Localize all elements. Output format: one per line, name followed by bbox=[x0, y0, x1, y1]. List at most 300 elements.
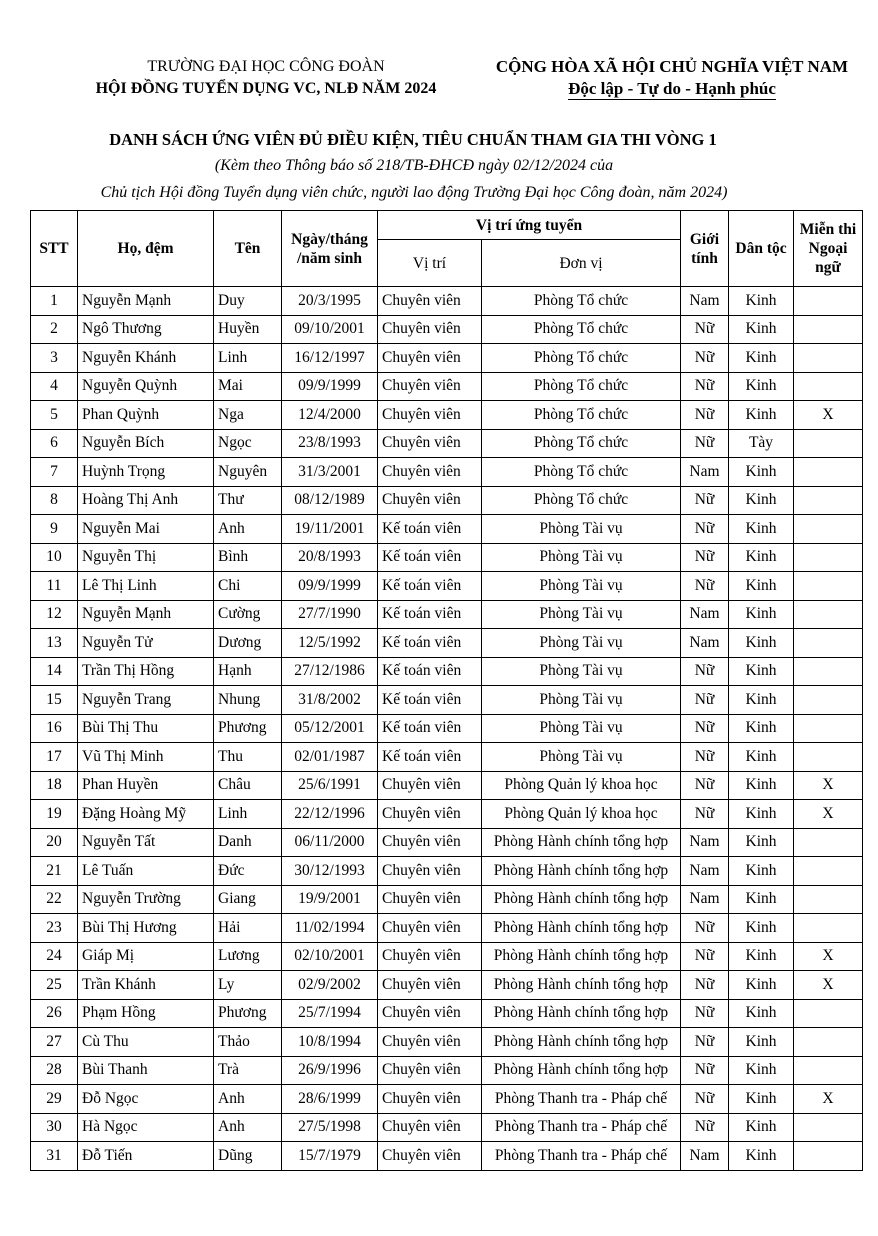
cell-stt: 18 bbox=[31, 771, 78, 800]
cell-don-vi: Phòng Thanh tra - Pháp chế bbox=[482, 1085, 681, 1114]
cell-ho-dem: Nguyễn Mai bbox=[78, 515, 214, 544]
cell-don-vi: Phòng Tổ chức bbox=[482, 486, 681, 515]
cell-dan-toc: Kinh bbox=[729, 914, 794, 943]
cell-dan-toc: Kinh bbox=[729, 743, 794, 772]
cell-dan-toc: Kinh bbox=[729, 828, 794, 857]
cell-mien-thi bbox=[794, 714, 863, 743]
cell-ten: Cường bbox=[214, 600, 282, 629]
cell-dan-toc: Kinh bbox=[729, 600, 794, 629]
cell-don-vi: Phòng Tài vụ bbox=[482, 714, 681, 743]
cell-ngay-sinh: 11/02/1994 bbox=[282, 914, 378, 943]
cell-gioi-tinh: Nữ bbox=[681, 999, 729, 1028]
table-row bbox=[31, 287, 863, 316]
cell-ngay-sinh: 28/6/1999 bbox=[282, 1085, 378, 1114]
cell-ten: Linh bbox=[214, 344, 282, 373]
header-vi-tri: Vị trí bbox=[378, 240, 482, 287]
table-row bbox=[31, 572, 863, 601]
cell-stt: 24 bbox=[31, 942, 78, 971]
cell-ten: Ly bbox=[214, 971, 282, 1000]
cell-gioi-tinh: Nữ bbox=[681, 1056, 729, 1085]
header-ngay-sinh: Ngày/tháng /năm sinh bbox=[282, 211, 378, 287]
candidate-rows bbox=[31, 287, 863, 1171]
cell-ngay-sinh: 20/8/1993 bbox=[282, 543, 378, 572]
cell-ngay-sinh: 02/10/2001 bbox=[282, 942, 378, 971]
header-gioi-tinh: Giới tính bbox=[681, 211, 729, 287]
cell-stt: 7 bbox=[31, 458, 78, 487]
header-vi-tri-ung-tuyen: Vị trí ứng tuyển bbox=[378, 211, 681, 240]
cell-ten: Lương bbox=[214, 942, 282, 971]
cell-ngay-sinh: 19/11/2001 bbox=[282, 515, 378, 544]
table-row bbox=[31, 543, 863, 572]
cell-don-vi: Phòng Tổ chức bbox=[482, 372, 681, 401]
cell-vi-tri: Chuyên viên bbox=[378, 1056, 482, 1085]
cell-ten: Ngọc bbox=[214, 429, 282, 458]
cell-stt: 5 bbox=[31, 401, 78, 430]
cell-ngay-sinh: 31/8/2002 bbox=[282, 686, 378, 715]
table-row bbox=[31, 714, 863, 743]
cell-vi-tri: Chuyên viên bbox=[378, 999, 482, 1028]
cell-don-vi: Phòng Tổ chức bbox=[482, 344, 681, 373]
cell-don-vi: Phòng Tài vụ bbox=[482, 629, 681, 658]
cell-vi-tri: Chuyên viên bbox=[378, 828, 482, 857]
cell-vi-tri: Kế toán viên bbox=[378, 657, 482, 686]
cell-vi-tri: Kế toán viên bbox=[378, 686, 482, 715]
cell-dan-toc: Kinh bbox=[729, 315, 794, 344]
cell-don-vi: Phòng Tài vụ bbox=[482, 515, 681, 544]
cell-vi-tri: Kế toán viên bbox=[378, 600, 482, 629]
cell-ten: Hải bbox=[214, 914, 282, 943]
cell-gioi-tinh: Nữ bbox=[681, 714, 729, 743]
cell-stt: 13 bbox=[31, 629, 78, 658]
cell-vi-tri: Kế toán viên bbox=[378, 714, 482, 743]
header-mien-thi-ngoai-ngu: Miễn thi Ngoại ngữ bbox=[794, 211, 863, 287]
cell-ngay-sinh: 05/12/2001 bbox=[282, 714, 378, 743]
cell-stt: 28 bbox=[31, 1056, 78, 1085]
cell-ho-dem: Nguyễn Tất bbox=[78, 828, 214, 857]
cell-gioi-tinh: Nữ bbox=[681, 771, 729, 800]
cell-don-vi: Phòng Tổ chức bbox=[482, 315, 681, 344]
cell-gioi-tinh: Nam bbox=[681, 857, 729, 886]
document-title: DANH SÁCH ỨNG VIÊN ĐỦ ĐIỀU KIỆN, TIÊU CHUẨN THAM GIA THI VÒNG 1 bbox=[109, 130, 717, 149]
cell-don-vi: Phòng Hành chính tổng hợp bbox=[482, 971, 681, 1000]
cell-ho-dem: Nguyễn Trang bbox=[78, 686, 214, 715]
cell-vi-tri: Chuyên viên bbox=[378, 1028, 482, 1057]
cell-ho-dem: Hà Ngọc bbox=[78, 1113, 214, 1142]
cell-vi-tri: Chuyên viên bbox=[378, 401, 482, 430]
cell-gioi-tinh: Nữ bbox=[681, 429, 729, 458]
cell-stt: 8 bbox=[31, 486, 78, 515]
cell-vi-tri: Kế toán viên bbox=[378, 515, 482, 544]
cell-gioi-tinh: Nữ bbox=[681, 971, 729, 1000]
cell-stt: 30 bbox=[31, 1113, 78, 1142]
cell-dan-toc: Kinh bbox=[729, 857, 794, 886]
table-row bbox=[31, 1142, 863, 1171]
cell-dan-toc: Kinh bbox=[729, 800, 794, 829]
cell-ten: Thu bbox=[214, 743, 282, 772]
cell-mien-thi bbox=[794, 572, 863, 601]
cell-gioi-tinh: Nữ bbox=[681, 800, 729, 829]
cell-dan-toc: Kinh bbox=[729, 657, 794, 686]
cell-gioi-tinh: Nữ bbox=[681, 486, 729, 515]
cell-dan-toc: Kinh bbox=[729, 971, 794, 1000]
header-don-vi: Đơn vị bbox=[482, 240, 681, 287]
cell-mien-thi bbox=[794, 1056, 863, 1085]
cell-dan-toc: Kinh bbox=[729, 572, 794, 601]
cell-mien-thi bbox=[794, 1142, 863, 1171]
motto-text: Độc lập - Tự do - Hạnh phúc bbox=[568, 79, 776, 98]
cell-stt: 9 bbox=[31, 515, 78, 544]
country-name: CỘNG HÒA XÃ HỘI CHỦ NGHĨA VIỆT NAM bbox=[495, 57, 849, 76]
cell-vi-tri: Chuyên viên bbox=[378, 429, 482, 458]
cell-gioi-tinh: Nữ bbox=[681, 1028, 729, 1057]
cell-ho-dem: Nguyễn Mạnh bbox=[78, 600, 214, 629]
cell-vi-tri: Kế toán viên bbox=[378, 543, 482, 572]
cell-vi-tri: Kế toán viên bbox=[378, 629, 482, 658]
cell-mien-thi: X bbox=[794, 800, 863, 829]
cell-vi-tri: Chuyên viên bbox=[378, 800, 482, 829]
cell-dan-toc: Kinh bbox=[729, 401, 794, 430]
cell-ngay-sinh: 12/5/1992 bbox=[282, 629, 378, 658]
cell-mien-thi bbox=[794, 857, 863, 886]
cell-ngay-sinh: 26/9/1996 bbox=[282, 1056, 378, 1085]
cell-ho-dem: Nguyễn Khánh bbox=[78, 344, 214, 373]
cell-stt: 3 bbox=[31, 344, 78, 373]
cell-ho-dem: Đỗ Ngọc bbox=[78, 1085, 214, 1114]
table-row bbox=[31, 429, 863, 458]
cell-mien-thi bbox=[794, 686, 863, 715]
cell-dan-toc: Kinh bbox=[729, 486, 794, 515]
cell-gioi-tinh: Nữ bbox=[681, 686, 729, 715]
cell-ho-dem: Nguyễn Bích bbox=[78, 429, 214, 458]
cell-ngay-sinh: 25/7/1994 bbox=[282, 999, 378, 1028]
cell-ngay-sinh: 27/7/1990 bbox=[282, 600, 378, 629]
document-subtitle-line2: Chủ tịch Hội đồng Tuyển dụng viên chức, người lao động Trường Đại học Công đoàn, năm 2024) bbox=[100, 184, 728, 201]
table-row bbox=[31, 1028, 863, 1057]
table-row bbox=[31, 600, 863, 629]
cell-ten: Châu bbox=[214, 771, 282, 800]
table-row bbox=[31, 771, 863, 800]
cell-ho-dem: Huỳnh Trọng bbox=[78, 458, 214, 487]
cell-gioi-tinh: Nữ bbox=[681, 914, 729, 943]
cell-ho-dem: Phan Quỳnh bbox=[78, 401, 214, 430]
cell-don-vi: Phòng Tài vụ bbox=[482, 686, 681, 715]
cell-ten: Hạnh bbox=[214, 657, 282, 686]
cell-don-vi: Phòng Hành chính tổng hợp bbox=[482, 828, 681, 857]
cell-ho-dem: Nguyễn Mạnh bbox=[78, 287, 214, 316]
cell-vi-tri: Chuyên viên bbox=[378, 857, 482, 886]
cell-mien-thi bbox=[794, 600, 863, 629]
table-row bbox=[31, 1085, 863, 1114]
cell-ten: Anh bbox=[214, 1085, 282, 1114]
cell-ngay-sinh: 02/01/1987 bbox=[282, 743, 378, 772]
cell-ten: Nguyên bbox=[214, 458, 282, 487]
cell-vi-tri: Chuyên viên bbox=[378, 914, 482, 943]
cell-dan-toc: Kinh bbox=[729, 344, 794, 373]
cell-stt: 11 bbox=[31, 572, 78, 601]
cell-gioi-tinh: Nữ bbox=[681, 344, 729, 373]
cell-mien-thi bbox=[794, 743, 863, 772]
cell-dan-toc: Kinh bbox=[729, 629, 794, 658]
cell-mien-thi bbox=[794, 486, 863, 515]
cell-mien-thi bbox=[794, 657, 863, 686]
cell-mien-thi bbox=[794, 287, 863, 316]
cell-dan-toc: Kinh bbox=[729, 543, 794, 572]
cell-don-vi: Phòng Tổ chức bbox=[482, 458, 681, 487]
cell-ten: Huyền bbox=[214, 315, 282, 344]
cell-stt: 12 bbox=[31, 600, 78, 629]
cell-don-vi: Phòng Tổ chức bbox=[482, 401, 681, 430]
cell-ten: Duy bbox=[214, 287, 282, 316]
cell-vi-tri: Chuyên viên bbox=[378, 971, 482, 1000]
table-row bbox=[31, 914, 863, 943]
cell-stt: 23 bbox=[31, 914, 78, 943]
cell-ngay-sinh: 09/10/2001 bbox=[282, 315, 378, 344]
cell-gioi-tinh: Nữ bbox=[681, 401, 729, 430]
cell-stt: 20 bbox=[31, 828, 78, 857]
table-row bbox=[31, 458, 863, 487]
cell-ho-dem: Nguyễn Tử bbox=[78, 629, 214, 658]
cell-ten: Phương bbox=[214, 714, 282, 743]
cell-vi-tri: Chuyên viên bbox=[378, 1113, 482, 1142]
table-row bbox=[31, 857, 863, 886]
cell-ngay-sinh: 02/9/2002 bbox=[282, 971, 378, 1000]
cell-dan-toc: Kinh bbox=[729, 458, 794, 487]
cell-mien-thi bbox=[794, 1028, 863, 1057]
cell-ho-dem: Hoàng Thị Anh bbox=[78, 486, 214, 515]
cell-stt: 22 bbox=[31, 885, 78, 914]
cell-don-vi: Phòng Tài vụ bbox=[482, 657, 681, 686]
cell-stt: 17 bbox=[31, 743, 78, 772]
cell-ho-dem: Giáp Mị bbox=[78, 942, 214, 971]
cell-ngay-sinh: 15/7/1979 bbox=[282, 1142, 378, 1171]
cell-vi-tri: Chuyên viên bbox=[378, 458, 482, 487]
cell-gioi-tinh: Nữ bbox=[681, 315, 729, 344]
cell-stt: 2 bbox=[31, 315, 78, 344]
cell-vi-tri: Chuyên viên bbox=[378, 1142, 482, 1171]
cell-ten: Linh bbox=[214, 800, 282, 829]
cell-ho-dem: Phạm Hồng bbox=[78, 999, 214, 1028]
cell-stt: 25 bbox=[31, 971, 78, 1000]
cell-vi-tri: Chuyên viên bbox=[378, 771, 482, 800]
cell-gioi-tinh: Nam bbox=[681, 828, 729, 857]
cell-dan-toc: Kinh bbox=[729, 372, 794, 401]
cell-dan-toc: Kinh bbox=[729, 1056, 794, 1085]
cell-ngay-sinh: 27/5/1998 bbox=[282, 1113, 378, 1142]
cell-ngay-sinh: 09/9/1999 bbox=[282, 572, 378, 601]
table-row bbox=[31, 401, 863, 430]
cell-ten: Thư bbox=[214, 486, 282, 515]
cell-gioi-tinh: Nữ bbox=[681, 1085, 729, 1114]
cell-stt: 31 bbox=[31, 1142, 78, 1171]
header-dan-toc: Dân tộc bbox=[729, 211, 794, 287]
cell-dan-toc: Kinh bbox=[729, 1085, 794, 1114]
cell-vi-tri: Chuyên viên bbox=[378, 885, 482, 914]
table-row bbox=[31, 515, 863, 544]
cell-dan-toc: Kinh bbox=[729, 714, 794, 743]
cell-gioi-tinh: Nữ bbox=[681, 572, 729, 601]
cell-ho-dem: Nguyễn Trường bbox=[78, 885, 214, 914]
cell-ten: Nga bbox=[214, 401, 282, 430]
cell-gioi-tinh: Nữ bbox=[681, 942, 729, 971]
cell-ten: Trà bbox=[214, 1056, 282, 1085]
cell-ngay-sinh: 19/9/2001 bbox=[282, 885, 378, 914]
table-row bbox=[31, 686, 863, 715]
cell-vi-tri: Chuyên viên bbox=[378, 1085, 482, 1114]
cell-ngay-sinh: 08/12/1989 bbox=[282, 486, 378, 515]
cell-ho-dem: Nguyễn Thị bbox=[78, 543, 214, 572]
cell-mien-thi bbox=[794, 999, 863, 1028]
table-row bbox=[31, 315, 863, 344]
cell-vi-tri: Kế toán viên bbox=[378, 572, 482, 601]
cell-ten: Đức bbox=[214, 857, 282, 886]
table-row bbox=[31, 372, 863, 401]
cell-ten: Dương bbox=[214, 629, 282, 658]
header-ten: Tên bbox=[214, 211, 282, 287]
cell-don-vi: Phòng Hành chính tổng hợp bbox=[482, 942, 681, 971]
cell-gioi-tinh: Nam bbox=[681, 885, 729, 914]
cell-don-vi: Phòng Hành chính tổng hợp bbox=[482, 999, 681, 1028]
cell-gioi-tinh: Nữ bbox=[681, 543, 729, 572]
cell-ngay-sinh: 09/9/1999 bbox=[282, 372, 378, 401]
cell-ten: Giang bbox=[214, 885, 282, 914]
cell-gioi-tinh: Nam bbox=[681, 629, 729, 658]
cell-mien-thi: X bbox=[794, 401, 863, 430]
cell-ten: Thảo bbox=[214, 1028, 282, 1057]
national-header bbox=[478, 56, 866, 100]
cell-ten: Danh bbox=[214, 828, 282, 857]
cell-mien-thi: X bbox=[794, 942, 863, 971]
cell-ho-dem: Vũ Thị Minh bbox=[78, 743, 214, 772]
issuer-header bbox=[60, 56, 472, 100]
cell-mien-thi: X bbox=[794, 771, 863, 800]
cell-ngay-sinh: 23/8/1993 bbox=[282, 429, 378, 458]
cell-stt: 1 bbox=[31, 287, 78, 316]
cell-ngay-sinh: 31/3/2001 bbox=[282, 458, 378, 487]
cell-vi-tri: Chuyên viên bbox=[378, 287, 482, 316]
table-row bbox=[31, 971, 863, 1000]
cell-ho-dem: Bùi Thị Thu bbox=[78, 714, 214, 743]
cell-don-vi: Phòng Tài vụ bbox=[482, 600, 681, 629]
cell-mien-thi bbox=[794, 629, 863, 658]
cell-don-vi: Phòng Thanh tra - Pháp chế bbox=[482, 1142, 681, 1171]
cell-stt: 19 bbox=[31, 800, 78, 829]
cell-don-vi: Phòng Tài vụ bbox=[482, 543, 681, 572]
cell-gioi-tinh: Nam bbox=[681, 600, 729, 629]
cell-stt: 15 bbox=[31, 686, 78, 715]
motto bbox=[478, 78, 866, 100]
cell-gioi-tinh: Nam bbox=[681, 458, 729, 487]
cell-dan-toc: Kinh bbox=[729, 686, 794, 715]
table-row bbox=[31, 885, 863, 914]
cell-ho-dem: Bùi Thị Hương bbox=[78, 914, 214, 943]
cell-dan-toc: Kinh bbox=[729, 1028, 794, 1057]
cell-ten: Phương bbox=[214, 999, 282, 1028]
cell-mien-thi bbox=[794, 429, 863, 458]
table-row bbox=[31, 1056, 863, 1085]
cell-stt: 6 bbox=[31, 429, 78, 458]
cell-ho-dem: Phan Huyền bbox=[78, 771, 214, 800]
cell-don-vi: Phòng Hành chính tổng hợp bbox=[482, 857, 681, 886]
cell-ngay-sinh: 06/11/2000 bbox=[282, 828, 378, 857]
cell-ten: Nhung bbox=[214, 686, 282, 715]
cell-don-vi: Phòng Hành chính tổng hợp bbox=[482, 1028, 681, 1057]
cell-ten: Anh bbox=[214, 1113, 282, 1142]
cell-don-vi: Phòng Hành chính tổng hợp bbox=[482, 1056, 681, 1085]
table-row bbox=[31, 344, 863, 373]
cell-mien-thi bbox=[794, 885, 863, 914]
table-row bbox=[31, 828, 863, 857]
cell-ngay-sinh: 22/12/1996 bbox=[282, 800, 378, 829]
cell-stt: 4 bbox=[31, 372, 78, 401]
table-row bbox=[31, 657, 863, 686]
cell-gioi-tinh: Nữ bbox=[681, 1113, 729, 1142]
table-row bbox=[31, 942, 863, 971]
cell-mien-thi bbox=[794, 458, 863, 487]
cell-ho-dem: Cù Thu bbox=[78, 1028, 214, 1057]
cell-ho-dem: Lê Thị Linh bbox=[78, 572, 214, 601]
cell-mien-thi bbox=[794, 315, 863, 344]
cell-dan-toc: Kinh bbox=[729, 515, 794, 544]
cell-ho-dem: Nguyễn Quỳnh bbox=[78, 372, 214, 401]
cell-stt: 29 bbox=[31, 1085, 78, 1114]
cell-ho-dem: Trần Khánh bbox=[78, 971, 214, 1000]
cell-mien-thi bbox=[794, 372, 863, 401]
cell-ngay-sinh: 25/6/1991 bbox=[282, 771, 378, 800]
cell-stt: 16 bbox=[31, 714, 78, 743]
cell-vi-tri: Chuyên viên bbox=[378, 486, 482, 515]
table-row bbox=[31, 743, 863, 772]
cell-don-vi: Phòng Hành chính tổng hợp bbox=[482, 885, 681, 914]
cell-vi-tri: Chuyên viên bbox=[378, 315, 482, 344]
header-ho-dem: Họ, đệm bbox=[78, 211, 214, 287]
cell-mien-thi: X bbox=[794, 971, 863, 1000]
table-row bbox=[31, 486, 863, 515]
document-subtitle-line1: (Kèm theo Thông báo số 218/TB-ĐHCĐ ngày 02/12/2024 của bbox=[214, 157, 614, 174]
council-name: HỘI ĐỒNG TUYỂN DỤNG VC, NLĐ NĂM 2024 bbox=[95, 80, 437, 97]
header-stt: STT bbox=[31, 211, 78, 287]
university-name: TRƯỜNG ĐẠI HỌC CÔNG ĐOÀN bbox=[147, 58, 385, 75]
cell-dan-toc: Kinh bbox=[729, 942, 794, 971]
cell-ho-dem: Trần Thị Hồng bbox=[78, 657, 214, 686]
cell-gioi-tinh: Nữ bbox=[681, 743, 729, 772]
cell-ngay-sinh: 10/8/1994 bbox=[282, 1028, 378, 1057]
cell-ho-dem: Lê Tuấn bbox=[78, 857, 214, 886]
cell-mien-thi bbox=[794, 515, 863, 544]
cell-mien-thi: X bbox=[794, 1085, 863, 1114]
cell-dan-toc: Kinh bbox=[729, 1142, 794, 1171]
cell-don-vi: Phòng Quản lý khoa học bbox=[482, 800, 681, 829]
cell-stt: 10 bbox=[31, 543, 78, 572]
cell-ngay-sinh: 16/12/1997 bbox=[282, 344, 378, 373]
cell-vi-tri: Chuyên viên bbox=[378, 372, 482, 401]
cell-mien-thi bbox=[794, 344, 863, 373]
cell-gioi-tinh: Nữ bbox=[681, 515, 729, 544]
cell-mien-thi bbox=[794, 543, 863, 572]
cell-dan-toc: Kinh bbox=[729, 1113, 794, 1142]
cell-gioi-tinh: Nữ bbox=[681, 372, 729, 401]
cell-dan-toc: Tày bbox=[729, 429, 794, 458]
cell-ten: Mai bbox=[214, 372, 282, 401]
cell-dan-toc: Kinh bbox=[729, 885, 794, 914]
cell-dan-toc: Kinh bbox=[729, 771, 794, 800]
cell-don-vi: Phòng Tài vụ bbox=[482, 572, 681, 601]
cell-vi-tri: Kế toán viên bbox=[378, 743, 482, 772]
cell-gioi-tinh: Nam bbox=[681, 287, 729, 316]
table-row bbox=[31, 999, 863, 1028]
cell-stt: 21 bbox=[31, 857, 78, 886]
cell-gioi-tinh: Nữ bbox=[681, 657, 729, 686]
cell-don-vi: Phòng Hành chính tổng hợp bbox=[482, 914, 681, 943]
